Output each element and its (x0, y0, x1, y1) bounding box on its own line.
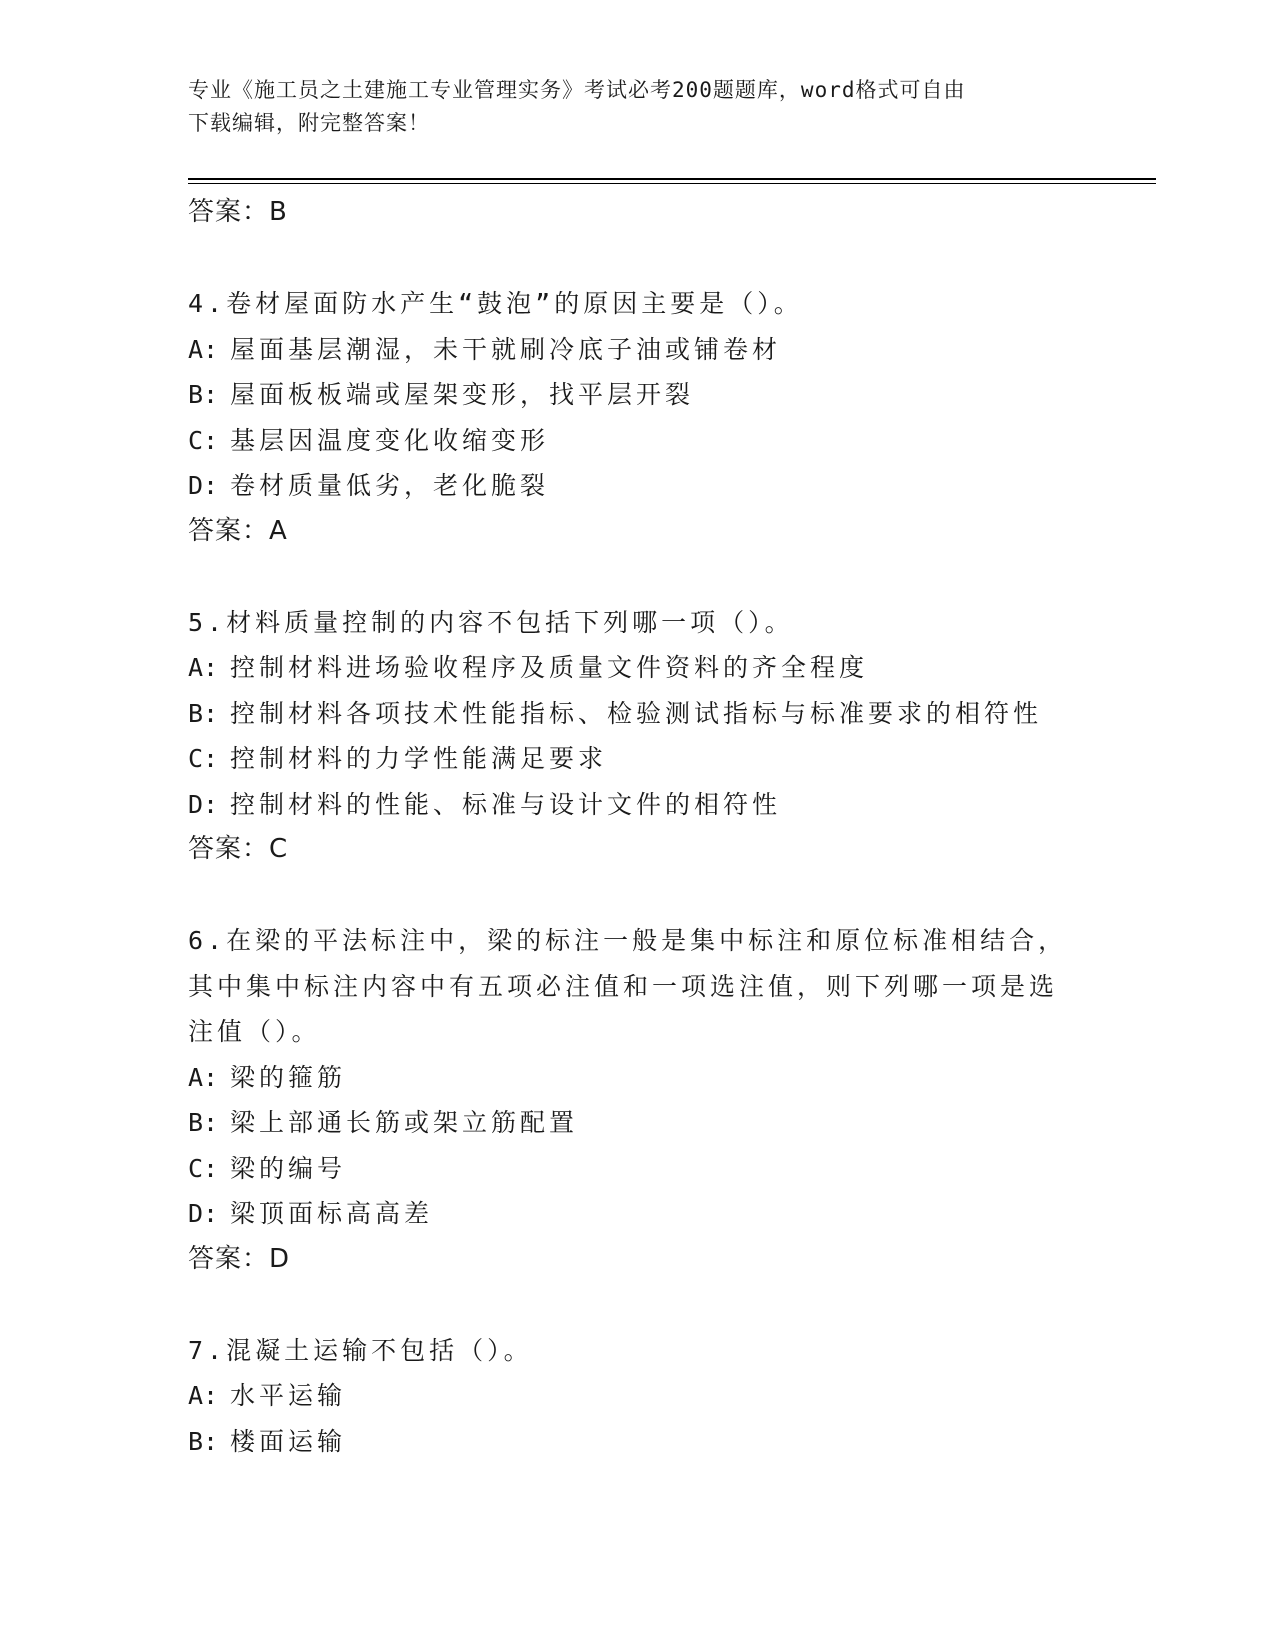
option-letter: A: (188, 334, 219, 364)
option-letter: B: (188, 380, 219, 409)
option-text: 楼面运输 (230, 1426, 347, 1456)
option-letter: A: (188, 1062, 219, 1092)
answer-key: 答案：C (188, 834, 289, 864)
option-text: 控制材料各项技术性能指标、检验测试指标与标准要求的相符性 (230, 698, 1043, 728)
option-text: 水平运输 (230, 1381, 347, 1410)
option-text: 梁的编号 (230, 1153, 347, 1183)
option-letter: C: (188, 425, 219, 455)
answer-option (188, 463, 1148, 509)
option-letter: D: (188, 471, 219, 500)
option-letter: B: (188, 1108, 219, 1137)
block-spacer (188, 554, 1148, 600)
question-text: 4.卷材屋面防水产生“鼓泡”的原因主要是（）。 (188, 289, 803, 318)
option-letter: D: (188, 1199, 219, 1228)
option-letter: C: (188, 1153, 219, 1183)
option-text: 梁顶面标高高差 (230, 1199, 434, 1228)
question-text: 7.混凝土运输不包括（）。 (188, 1335, 533, 1365)
question-text: 5.材料质量控制的内容不包括下列哪一项（）。 (188, 607, 794, 637)
answer-option (188, 372, 1148, 418)
header-rule-thin (188, 183, 1156, 184)
option-text: 梁上部通长筋或架立筋配置 (230, 1108, 579, 1137)
answer-option (188, 782, 1148, 828)
option-text: 卷材质量低劣，老化脆裂 (230, 471, 550, 500)
answer-option (188, 1419, 1148, 1465)
answer-option (188, 327, 1148, 373)
answer-key: 答案：D (188, 1243, 291, 1274)
question-text: 6.在梁的平法标注中，梁的标注一般是集中标注和原位标准相结合， (188, 926, 1068, 955)
option-letter: C: (188, 744, 219, 773)
option-text: 屋面板板端或屋架变形，找平层开裂 (230, 380, 695, 409)
answer-option (188, 736, 1148, 782)
header-rule-thick (188, 178, 1156, 180)
header-line-2: 下载编辑，附完整答案！ (188, 111, 430, 135)
option-text: 梁的箍筋 (230, 1062, 347, 1092)
question-text: 注值（）。 (188, 1017, 321, 1046)
option-text: 屋面基层潮湿，未干就刷冷底子油或铺卷材 (230, 334, 782, 364)
header-line-1: 专业《施工员之土建施工专业管理实务》考试必考200题题库，word格式可自由 (188, 78, 966, 102)
option-letter: A: (188, 653, 219, 682)
answer-option (188, 1191, 1148, 1237)
option-text: 基层因温度变化收缩变形 (230, 425, 550, 455)
option-text: 控制材料的力学性能满足要求 (230, 744, 608, 773)
block-spacer (188, 1282, 1148, 1328)
question-block (188, 1328, 1148, 1465)
answer-option (188, 1373, 1148, 1419)
question-text: 其中集中标注内容中有五项必注值和一项选注值，则下列哪一项是选 (188, 971, 1059, 1001)
option-text: 控制材料进场验收程序及质量文件资料的齐全程度 (230, 653, 869, 682)
option-letter: A: (188, 1381, 219, 1410)
block-spacer (188, 873, 1148, 919)
document-header (188, 74, 1088, 140)
answer-option (188, 1100, 1148, 1146)
question-block (188, 281, 1148, 554)
option-text: 控制材料的性能、标准与设计文件的相符性 (230, 789, 782, 819)
option-letter: B: (188, 698, 219, 728)
answer-key: 答案：A (188, 515, 288, 546)
answer-option (188, 418, 1148, 464)
question-block (188, 190, 1148, 236)
block-spacer (188, 236, 1148, 282)
question-block (188, 918, 1148, 1282)
answer-option (188, 1146, 1148, 1192)
question-list (188, 190, 1148, 1464)
question-block (188, 600, 1148, 873)
answer-option (188, 1055, 1148, 1101)
option-letter: B: (188, 1426, 219, 1456)
option-letter: D: (188, 789, 219, 819)
answer-option (188, 691, 1148, 737)
answer-option (188, 645, 1148, 691)
answer-key: 答案：B (188, 197, 288, 227)
